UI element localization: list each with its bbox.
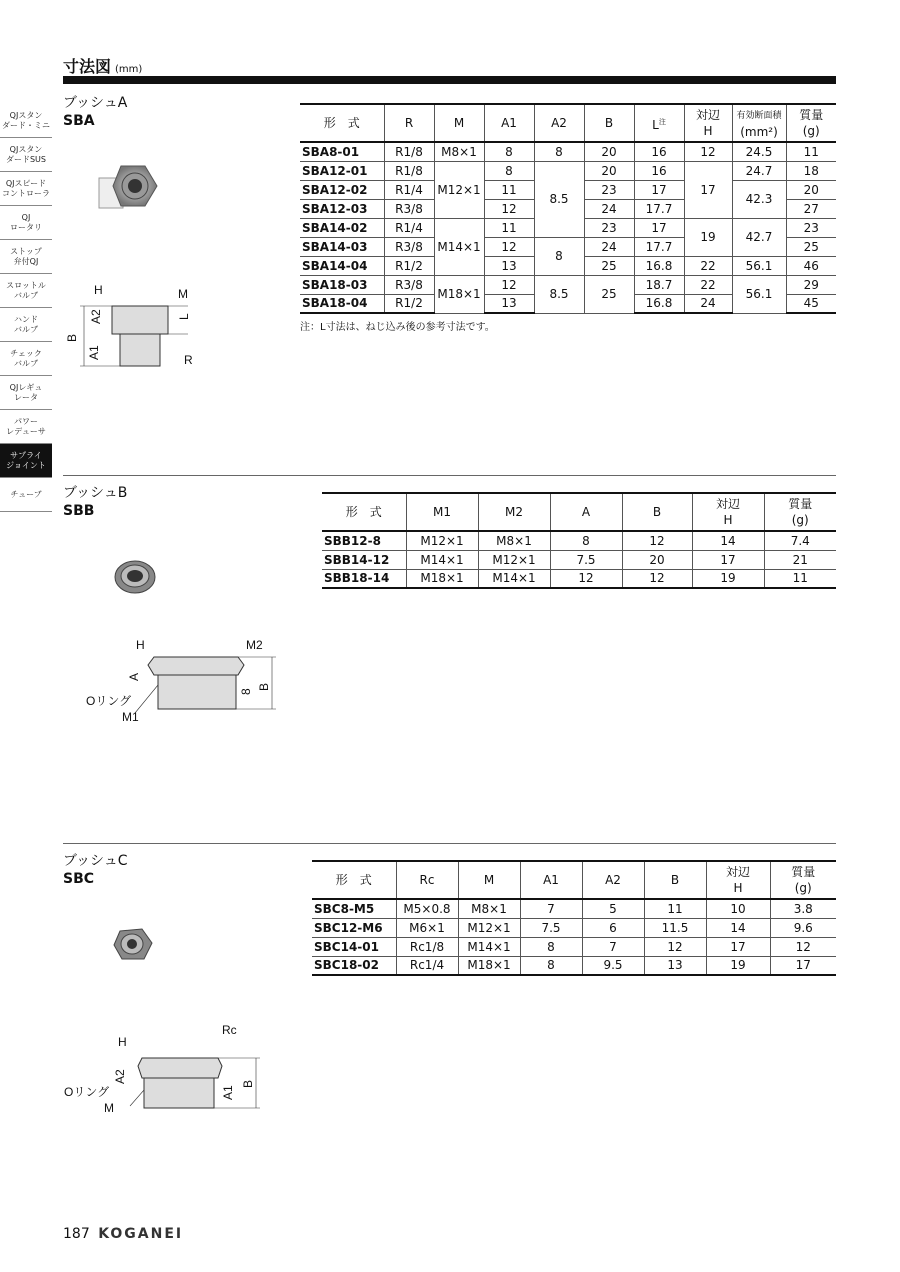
table-cell: 16.8 xyxy=(634,256,684,275)
sidebar-item[interactable]: スロットル バルブ xyxy=(0,274,52,308)
table-cell: 12 xyxy=(644,937,706,956)
table-cell: 21 xyxy=(764,550,836,569)
table-cell: 7 xyxy=(520,899,582,918)
col-m: M xyxy=(434,104,484,142)
label-8: 8 xyxy=(239,688,253,695)
table-cell: 25 xyxy=(786,237,836,256)
table-cell: R1/2 xyxy=(384,256,434,275)
bushing-a-photo xyxy=(95,160,160,220)
section-sbb-title xyxy=(63,484,127,520)
table-cell: R3/8 xyxy=(384,275,434,294)
col-area: 有効断面積 (mm²) xyxy=(732,104,786,142)
table-cell: 13 xyxy=(484,294,534,313)
col-b: B xyxy=(584,104,634,142)
table-cell: SBC18-02 xyxy=(312,956,396,975)
sbc-table xyxy=(312,860,836,976)
table-cell: 11.5 xyxy=(644,918,706,937)
col-m: M xyxy=(458,861,520,899)
table-cell: SBA18-04 xyxy=(300,294,384,313)
sidebar-item[interactable]: サプライ ジョイント xyxy=(0,444,52,478)
table-cell: M14×1 xyxy=(434,218,484,275)
table-cell: 14 xyxy=(706,918,770,937)
table-cell: 22 xyxy=(684,275,732,294)
section-code: SBB xyxy=(63,503,95,519)
table-cell: R1/4 xyxy=(384,218,434,237)
col-rc: Rc xyxy=(396,861,458,899)
table-cell: 19 xyxy=(692,569,764,588)
table-cell: 13 xyxy=(484,256,534,275)
table-cell: M18×1 xyxy=(458,956,520,975)
label-a1: A1 xyxy=(87,345,101,360)
col-mass: 質量 (g) xyxy=(764,493,836,531)
table-cell: 17 xyxy=(634,180,684,199)
table-cell: SBC12-M6 xyxy=(312,918,396,937)
table-cell: 24.7 xyxy=(732,161,786,180)
col-model: 形 式 xyxy=(300,104,384,142)
table-cell: 24 xyxy=(684,294,732,313)
label-a1: A1 xyxy=(221,1085,235,1100)
sidebar-item[interactable]: ストップ 弁付QJ xyxy=(0,240,52,274)
sidebar-item[interactable]: ハンド バルブ xyxy=(0,308,52,342)
table-cell: 16 xyxy=(634,142,684,161)
label-m1: M1 xyxy=(122,710,139,724)
table-cell: M12×1 xyxy=(434,161,484,218)
table-row xyxy=(312,956,836,975)
table-cell: SBA14-02 xyxy=(300,218,384,237)
table-cell: 11 xyxy=(764,569,836,588)
table-cell: SBA12-03 xyxy=(300,199,384,218)
table-cell: M12×1 xyxy=(458,918,520,937)
table-cell: 7.5 xyxy=(520,918,582,937)
table-cell: 8 xyxy=(484,161,534,180)
table-cell: R1/2 xyxy=(384,294,434,313)
col-a1: A1 xyxy=(520,861,582,899)
table-cell: 7 xyxy=(582,937,644,956)
table-row xyxy=(300,161,836,180)
table-cell: 17.7 xyxy=(634,199,684,218)
table-cell: 16.8 xyxy=(634,294,684,313)
table-cell: 25 xyxy=(584,256,634,275)
table-row xyxy=(322,531,836,550)
table-cell: 11 xyxy=(484,180,534,199)
label-r: R xyxy=(184,353,193,367)
section-sba-title xyxy=(63,94,127,130)
sidebar-item[interactable]: QJスタン ダード・ミニ xyxy=(0,104,52,138)
table-cell: 17 xyxy=(706,937,770,956)
table-row xyxy=(312,918,836,937)
table-cell: 11 xyxy=(644,899,706,918)
label-m2: M2 xyxy=(246,638,263,652)
section-code: SBA xyxy=(63,113,95,129)
table-cell: M8×1 xyxy=(478,531,550,550)
label-h: H xyxy=(136,638,145,652)
label-rc: Rc xyxy=(222,1023,237,1037)
table-cell: SBC14-01 xyxy=(312,937,396,956)
table-cell: 7.4 xyxy=(764,531,836,550)
table-cell: 17 xyxy=(634,218,684,237)
table-cell: R1/4 xyxy=(384,180,434,199)
label-h: H xyxy=(118,1035,127,1049)
col-model: 形 式 xyxy=(312,861,396,899)
table-cell: 23 xyxy=(786,218,836,237)
table-cell: M14×1 xyxy=(406,550,478,569)
section-divider xyxy=(63,475,836,476)
table-row xyxy=(312,937,836,956)
label-b: B xyxy=(65,333,79,342)
table-cell: M8×1 xyxy=(434,142,484,161)
table-cell: SBA14-04 xyxy=(300,256,384,275)
bushing-c-drawing xyxy=(60,1020,280,1120)
table-cell: 18.7 xyxy=(634,275,684,294)
table-cell: 12 xyxy=(484,237,534,256)
table-cell: M18×1 xyxy=(434,275,484,313)
label-a2: A2 xyxy=(89,309,103,324)
sidebar-item[interactable]: チューブ xyxy=(0,478,52,512)
table-cell: 56.1 xyxy=(732,256,786,275)
footer xyxy=(63,1226,183,1242)
sidebar-item[interactable]: パワー レデューサ xyxy=(0,410,52,444)
sbb-table xyxy=(322,492,836,589)
table-cell: SBA12-01 xyxy=(300,161,384,180)
col-h: 対辺 H xyxy=(692,493,764,531)
table-cell: 27 xyxy=(786,199,836,218)
col-model: 形 式 xyxy=(322,493,406,531)
table-cell: 20 xyxy=(584,161,634,180)
section-name: ブッシュA xyxy=(63,95,128,111)
unit-label: (mm) xyxy=(115,64,143,75)
table-cell: 25 xyxy=(584,275,634,313)
table-cell: SBA18-03 xyxy=(300,275,384,294)
table-cell: 22 xyxy=(684,256,732,275)
table-cell: SBA14-03 xyxy=(300,237,384,256)
table-cell: 12 xyxy=(484,275,534,294)
col-h: 対辺 H xyxy=(684,104,732,142)
bushing-b-photo xyxy=(110,558,160,596)
col-a1: A1 xyxy=(484,104,534,142)
table-cell: M14×1 xyxy=(478,569,550,588)
table-cell: 24.5 xyxy=(732,142,786,161)
label-l: L xyxy=(177,313,191,320)
table-cell: 8.5 xyxy=(534,161,584,237)
table-cell: Rc1/4 xyxy=(396,956,458,975)
table-cell: 8 xyxy=(534,237,584,275)
table-cell: M14×1 xyxy=(458,937,520,956)
table-cell: 9.6 xyxy=(770,918,836,937)
col-m2: M2 xyxy=(478,493,550,531)
brand-logo: KOGANEI xyxy=(98,1226,184,1242)
table-cell: 45 xyxy=(786,294,836,313)
table-row xyxy=(322,569,836,588)
table-cell: 8 xyxy=(534,142,584,161)
table-cell: 8 xyxy=(520,937,582,956)
table-cell: 8 xyxy=(550,531,622,550)
table-cell: M18×1 xyxy=(406,569,478,588)
table-cell: M12×1 xyxy=(406,531,478,550)
table-cell: 42.7 xyxy=(732,218,786,256)
side-navigation xyxy=(0,104,52,512)
table-cell: 8 xyxy=(520,956,582,975)
table-cell: 11 xyxy=(484,218,534,237)
col-a2: A2 xyxy=(582,861,644,899)
section-sbc-title xyxy=(63,852,128,888)
label-o-ring: Oリング xyxy=(64,1085,110,1099)
col-mass: 質量 (g) xyxy=(770,861,836,899)
sba-note: 注：L寸法は、ねじ込み後の参考寸法です。 xyxy=(300,322,495,333)
table-cell: M8×1 xyxy=(458,899,520,918)
table-cell: 10 xyxy=(706,899,770,918)
table-cell: 7.5 xyxy=(550,550,622,569)
table-cell: 12 xyxy=(550,569,622,588)
table-cell: 12 xyxy=(684,142,732,161)
table-cell: 46 xyxy=(786,256,836,275)
label-m: M xyxy=(178,287,188,301)
table-cell: 12 xyxy=(770,937,836,956)
table-cell: 19 xyxy=(684,218,732,256)
table-cell: 20 xyxy=(584,142,634,161)
section-code: SBC xyxy=(63,871,95,887)
table-row xyxy=(312,899,836,918)
table-cell: 17 xyxy=(684,161,732,218)
table-cell: SBA8-01 xyxy=(300,142,384,161)
table-cell: 8.5 xyxy=(534,275,584,313)
table-cell: 42.3 xyxy=(732,180,786,218)
col-h: 対辺 H xyxy=(706,861,770,899)
table-cell: M12×1 xyxy=(478,550,550,569)
bushing-b-drawing xyxy=(80,635,280,730)
table-cell: 24 xyxy=(584,237,634,256)
table-cell: 23 xyxy=(584,218,634,237)
table-cell: SBB14-12 xyxy=(322,550,406,569)
section-divider xyxy=(63,843,836,844)
label-a: A xyxy=(127,672,141,681)
col-b: B xyxy=(644,861,706,899)
label-h: H xyxy=(94,283,103,297)
table-cell: 17 xyxy=(770,956,836,975)
col-b: B xyxy=(622,493,692,531)
col-l: $L^注$ xyxy=(634,104,684,142)
col-a2: A2 xyxy=(534,104,584,142)
sidebar-item[interactable]: QJスピード コントローラ xyxy=(0,172,52,206)
table-cell: Rc1/8 xyxy=(396,937,458,956)
table-row xyxy=(300,142,836,161)
table-cell: SBB12-8 xyxy=(322,531,406,550)
section-name: ブッシュB xyxy=(63,485,128,501)
sidebar-item[interactable]: QJ ロータリ xyxy=(0,206,52,240)
table-cell: 12 xyxy=(622,531,692,550)
table-cell: SBB18-14 xyxy=(322,569,406,588)
table-cell: 18 xyxy=(786,161,836,180)
table-cell: 12 xyxy=(484,199,534,218)
table-cell: M6×1 xyxy=(396,918,458,937)
label-m: M xyxy=(104,1101,114,1115)
table-cell: 9.5 xyxy=(582,956,644,975)
table-cell: 16 xyxy=(634,161,684,180)
table-cell: 11 xyxy=(786,142,836,161)
table-cell: 5 xyxy=(582,899,644,918)
col-a: A xyxy=(550,493,622,531)
bushing-c-photo xyxy=(110,925,155,963)
table-cell: M5×0.8 xyxy=(396,899,458,918)
table-cell: R1/8 xyxy=(384,142,434,161)
section-name: ブッシュC xyxy=(63,853,128,869)
table-cell: R1/8 xyxy=(384,161,434,180)
table-cell: 12 xyxy=(622,569,692,588)
table-cell: 14 xyxy=(692,531,764,550)
sidebar-item[interactable]: QJレギュ レータ xyxy=(0,376,52,410)
sba-table xyxy=(300,103,836,314)
table-cell: 6 xyxy=(582,918,644,937)
page-title: 寸法図 (mm) xyxy=(63,57,143,76)
col-mass: 質量 (g) xyxy=(786,104,836,142)
table-cell: 20 xyxy=(786,180,836,199)
sidebar-item[interactable]: チェック バルブ xyxy=(0,342,52,376)
table-cell: 56.1 xyxy=(732,275,786,313)
col-m1: M1 xyxy=(406,493,478,531)
table-cell: 20 xyxy=(622,550,692,569)
label-a2: A2 xyxy=(113,1069,127,1084)
label-b: B xyxy=(241,1079,255,1088)
table-cell: 8 xyxy=(484,142,534,161)
table-cell: SBC8-M5 xyxy=(312,899,396,918)
bushing-a-drawing xyxy=(60,280,200,375)
table-row xyxy=(300,275,836,294)
table-cell: 17 xyxy=(692,550,764,569)
sidebar-item[interactable]: QJスタン ダードSUS xyxy=(0,138,52,172)
table-cell: 17.7 xyxy=(634,237,684,256)
col-r: R xyxy=(384,104,434,142)
table-cell: 29 xyxy=(786,275,836,294)
table-cell: 3.8 xyxy=(770,899,836,918)
label-o-ring: Oリング xyxy=(86,694,132,708)
page-number: 187 xyxy=(63,1226,90,1242)
label-b: B xyxy=(257,682,271,691)
table-cell: R3/8 xyxy=(384,237,434,256)
table-cell: R3/8 xyxy=(384,199,434,218)
table-cell: 13 xyxy=(644,956,706,975)
header-bar xyxy=(63,76,836,84)
table-cell: SBA12-02 xyxy=(300,180,384,199)
table-cell: 19 xyxy=(706,956,770,975)
table-row xyxy=(322,550,836,569)
table-cell: 23 xyxy=(584,180,634,199)
table-cell: 24 xyxy=(584,199,634,218)
